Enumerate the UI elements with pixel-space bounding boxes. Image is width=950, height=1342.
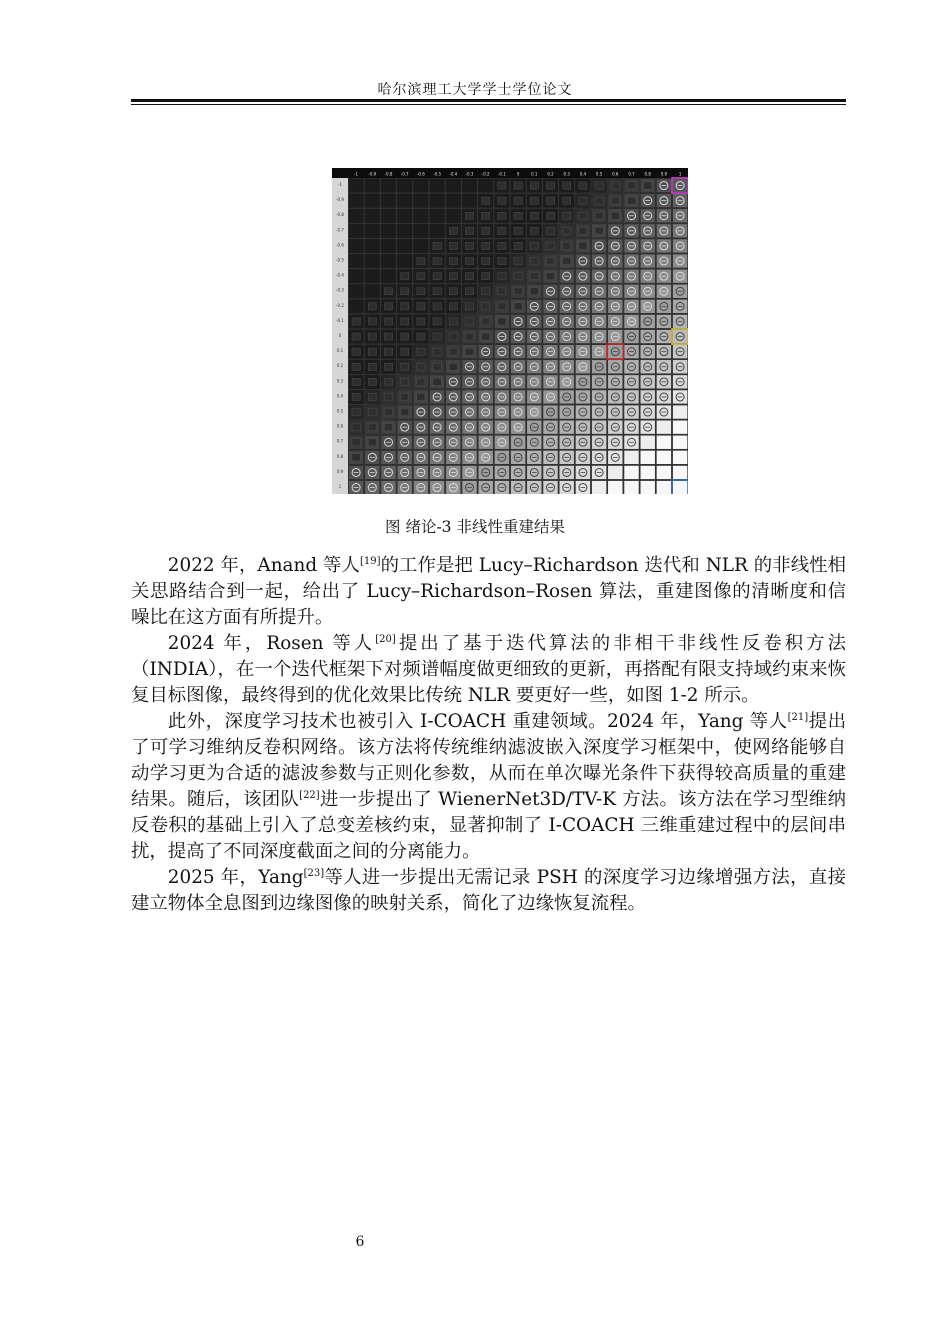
grid-cell	[673, 466, 688, 480]
grid-cell	[446, 194, 461, 208]
cell-object-faint	[498, 212, 506, 219]
grid-cell	[673, 420, 688, 434]
paragraph	[131, 865, 846, 917]
cell-object-faint	[449, 258, 457, 265]
grid-cell	[656, 481, 671, 494]
grid-cell	[349, 209, 364, 223]
cell-object-faint	[401, 318, 409, 325]
cell-object-faint	[368, 378, 376, 385]
cell-object-faint	[482, 242, 490, 249]
cell-object-faint	[498, 318, 506, 325]
grid-cell	[640, 481, 655, 494]
row-label: 1	[338, 484, 342, 489]
grid-cell	[592, 481, 607, 494]
row-label: 0.8	[336, 453, 344, 459]
cell-object-faint	[595, 182, 603, 189]
cell-object-faint	[530, 182, 538, 189]
cell-object-faint	[384, 303, 392, 310]
cell-object-faint	[482, 318, 490, 325]
cell-object-faint	[352, 424, 360, 431]
cell-object-faint	[449, 242, 457, 249]
column-label: -0.3	[465, 171, 474, 177]
cell-object-faint	[384, 333, 392, 340]
column-label: -0.2	[481, 171, 490, 177]
grid-cell	[413, 239, 428, 253]
cell-object-faint	[352, 409, 360, 416]
cell-object-faint	[401, 393, 409, 400]
row-label: 0.6	[336, 423, 344, 429]
grid-cell	[349, 254, 364, 268]
cell-object-faint	[563, 212, 571, 219]
cell-object-faint	[352, 348, 360, 355]
cell-object-faint	[546, 182, 554, 189]
cell-object-faint	[546, 197, 554, 204]
grid-cell	[673, 481, 688, 494]
cell-object-faint	[368, 409, 376, 416]
grid-cell	[365, 269, 380, 283]
cell-object-faint	[417, 363, 425, 370]
paragraph-text: 2024 年，Rosen 等人	[167, 633, 376, 654]
cell-object-faint	[465, 333, 473, 340]
row-label: 0.1	[336, 348, 344, 354]
grid-cell	[624, 466, 639, 480]
grid-cell	[430, 209, 445, 223]
column-label: -0.1	[497, 171, 506, 177]
cell-object-faint	[368, 393, 376, 400]
cell-object-faint	[384, 318, 392, 325]
cell-object-faint	[433, 273, 441, 280]
column-label: -0.6	[416, 171, 425, 177]
cell-object-faint	[530, 212, 538, 219]
citation-ref: [20]	[375, 634, 396, 645]
column-label: -0.8	[384, 171, 393, 177]
row-label: -0.1	[336, 317, 344, 323]
paragraph-text: 提出了可学习维纳反卷积网络。该方法将传统维纳滤波嵌入深度学习框架中，使网络能够自动学习更为合适的滤波参数与正则化参数，从而在单次曝光条件下获得较高质量的重建结果。随后，该团队	[131, 711, 846, 810]
cell-object-faint	[465, 227, 473, 234]
cell-object-faint	[465, 258, 473, 265]
cell-object-faint	[417, 288, 425, 295]
cell-object-faint	[546, 242, 554, 249]
cell-object-faint	[530, 273, 538, 280]
cell-object-faint	[449, 273, 457, 280]
grid-cell	[673, 435, 688, 449]
cell-object-faint	[514, 242, 522, 249]
grid-cell	[365, 209, 380, 223]
row-label: -0.4	[336, 272, 344, 278]
paragraph-text: 进一步提出了 WienerNet3D/TV-K 方法。该方法在学习型维纳反卷积的基础上引入了总变差核约束，显著抑制了 I-COACH 三维重建过程中的层间串扰，提高了不同深度截面之间的分离能力。	[131, 789, 846, 862]
paragraph	[131, 553, 846, 631]
cell-object-faint	[384, 288, 392, 295]
grid-cell	[381, 239, 396, 253]
cell-object-faint	[433, 333, 441, 340]
grid-cell	[349, 224, 364, 238]
grid-cell	[640, 435, 655, 449]
grid-cell	[413, 179, 428, 193]
cell-object-faint	[595, 212, 603, 219]
paragraph-text: 的工作是把 Lucy–Richardson 迭代和 NLR 的非线性相关思路结合到一起，给出了 Lucy–Richardson–Rosen 算法，重建图像的清晰度和信噪比在这方面有所提升。	[131, 555, 847, 628]
cell-object-faint	[498, 197, 506, 204]
header-rule-thin	[131, 104, 846, 105]
column-label: 0.7	[628, 171, 635, 177]
cell-object-faint	[352, 333, 360, 340]
cell-object-faint	[465, 273, 473, 280]
column-label: -0.4	[449, 171, 458, 177]
cell-object-faint	[579, 182, 587, 189]
cell-object-faint	[595, 197, 603, 204]
cell-object-faint	[352, 363, 360, 370]
row-label: -0.9	[336, 197, 344, 203]
cell-object-faint	[611, 197, 619, 204]
cell-object-faint	[514, 303, 522, 310]
column-label: -0.5	[433, 171, 442, 177]
paragraph-text: 提出了基于迭代算法的非相干非线性反卷积方法（INDIA），在一个迭代框架下对频谱幅度做更细致的更新，再搭配有限支持域约束来恢复目标图像，最终得到的优化效果比传统 NLR 要更好一些，如图 1-2 所示。	[131, 633, 846, 706]
cell-object-faint	[401, 273, 409, 280]
cell-object-faint	[384, 348, 392, 355]
grid-cell	[381, 224, 396, 238]
column-label: 0.1	[531, 171, 538, 177]
grid-cell	[397, 179, 412, 193]
cell-object-faint	[465, 348, 473, 355]
cell-object-faint	[514, 212, 522, 219]
page-number: 6	[355, 1234, 365, 1250]
cell-object-faint	[530, 288, 538, 295]
row-label: -0.5	[336, 257, 344, 263]
row-label: 0.4	[336, 393, 344, 399]
paragraph-text: 等人进一步提出无需记录 PSH 的深度学习边缘增强方法，直接建立物体全息图到边缘图像的映射关系，简化了边缘恢复流程。	[131, 867, 846, 914]
cell-object-faint	[514, 258, 522, 265]
cell-object-faint	[514, 273, 522, 280]
row-label: 0.9	[336, 468, 344, 474]
reconstruction-grid-figure	[332, 168, 688, 494]
grid-cell	[349, 284, 364, 298]
grid-cell	[397, 209, 412, 223]
cell-object-faint	[563, 182, 571, 189]
cell-object-faint	[563, 197, 571, 204]
cell-object-faint	[384, 393, 392, 400]
row-label: 0	[338, 333, 342, 338]
cell-object-faint	[401, 378, 409, 385]
grid-cell	[608, 466, 623, 480]
grid-cell	[673, 450, 688, 464]
header-rule-thick	[131, 99, 846, 102]
page-header-title: 哈尔滨理工大学学士学位论文	[377, 82, 573, 98]
cell-object-faint	[546, 227, 554, 234]
cell-object-faint	[417, 333, 425, 340]
cell-object-faint	[530, 258, 538, 265]
cell-object-faint	[417, 258, 425, 265]
cell-object-faint	[498, 288, 506, 295]
paragraph-text: 此外，深度学习技术也被引入 I-COACH 重建领域。2024 年，Yang 等人	[167, 711, 788, 732]
cell-object-faint	[514, 182, 522, 189]
cell-object-faint	[401, 288, 409, 295]
cell-object-faint	[384, 424, 392, 431]
cell-object-faint	[482, 197, 490, 204]
paragraph	[131, 709, 846, 865]
cell-object-faint	[433, 288, 441, 295]
grid-cell	[608, 481, 623, 494]
grid-cell	[413, 224, 428, 238]
grid-cell	[673, 405, 688, 419]
column-label: 0.4	[579, 171, 587, 177]
cell-object-faint	[433, 318, 441, 325]
cell-object-faint	[352, 378, 360, 385]
row-label: -0.7	[336, 227, 344, 233]
cell-object-faint	[449, 227, 457, 234]
cell-object-faint	[465, 288, 473, 295]
row-label: 0.7	[336, 438, 344, 444]
cell-object-faint	[579, 197, 587, 204]
column-label: 0.2	[547, 171, 554, 177]
grid-cell	[381, 269, 396, 283]
column-label: 0.9	[660, 171, 668, 177]
cell-object-faint	[449, 333, 457, 340]
grid-cell	[397, 194, 412, 208]
grid-cell	[640, 466, 655, 480]
cell-object-faint	[482, 273, 490, 280]
cell-object-faint	[482, 303, 490, 310]
column-label: 0.3	[563, 171, 570, 177]
cell-object-faint	[449, 303, 457, 310]
paragraph-text: 2022 年，Anand 等人	[167, 555, 360, 576]
cell-object-faint	[352, 454, 360, 461]
cell-object-faint	[498, 182, 506, 189]
grid-cell	[624, 450, 639, 464]
grid-cell	[413, 209, 428, 223]
column-label: -0.7	[400, 171, 409, 177]
column-label: 0	[516, 171, 520, 177]
cell-object-faint	[368, 439, 376, 446]
column-label: 1	[678, 171, 682, 177]
grid-cell	[381, 209, 396, 223]
body-text	[131, 553, 846, 917]
cell-object-faint	[514, 288, 522, 295]
grid-cell	[381, 254, 396, 268]
cell-object-faint	[627, 197, 635, 204]
citation-ref: [19]	[359, 556, 381, 567]
grid-cell	[349, 299, 364, 313]
cell-object-faint	[433, 303, 441, 310]
grid-cell	[656, 450, 671, 464]
cell-object-faint	[417, 318, 425, 325]
cell-object-faint	[498, 258, 506, 265]
figure-caption: 图 绪论-3 非线性重建结果	[385, 518, 565, 536]
grid-cell	[656, 466, 671, 480]
grid-cell	[397, 239, 412, 253]
cell-object-faint	[465, 303, 473, 310]
cell-object-faint	[498, 227, 506, 234]
cell-object-faint	[482, 258, 490, 265]
grid-cell	[446, 209, 461, 223]
grid-cell	[349, 179, 364, 193]
cell-object-faint	[352, 318, 360, 325]
grid-cell	[349, 194, 364, 208]
cell-object-faint	[579, 227, 587, 234]
cell-object-faint	[579, 242, 587, 249]
cell-object-faint	[433, 378, 441, 385]
cell-object-faint	[530, 197, 538, 204]
grid-cell	[656, 420, 671, 434]
cell-object-faint	[563, 242, 571, 249]
cell-object-faint	[384, 409, 392, 416]
grid-cell	[381, 179, 396, 193]
citation-ref: [22]	[299, 790, 320, 801]
grid-cell	[365, 194, 380, 208]
cell-object-faint	[352, 393, 360, 400]
cell-object-faint	[417, 393, 425, 400]
grid-cell	[430, 179, 445, 193]
cell-object-faint	[482, 227, 490, 234]
cell-object-faint	[563, 227, 571, 234]
cell-object-faint	[482, 333, 490, 340]
cell-object-faint	[401, 363, 409, 370]
cell-object-faint	[401, 333, 409, 340]
cell-object-faint	[482, 212, 490, 219]
row-label: -0.6	[336, 242, 344, 248]
grid-cell	[446, 179, 461, 193]
row-label: -0.3	[336, 287, 344, 293]
row-label: 0.2	[336, 363, 344, 369]
grid-cell	[365, 254, 380, 268]
grid-cell	[430, 224, 445, 238]
cell-object-faint	[401, 409, 409, 416]
cell-object-faint	[449, 318, 457, 325]
cell-object-faint	[498, 303, 506, 310]
row-label: -1	[338, 182, 342, 187]
cell-object-faint	[433, 363, 441, 370]
cell-object-faint	[465, 242, 473, 249]
grid-cell	[640, 450, 655, 464]
cell-object-faint	[368, 363, 376, 370]
cell-object-faint	[433, 258, 441, 265]
grid-cell	[462, 194, 477, 208]
cell-object-faint	[433, 242, 441, 249]
grid-cell	[413, 194, 428, 208]
cell-object-faint	[401, 303, 409, 310]
cell-object-faint	[563, 258, 571, 265]
cell-object-faint	[465, 318, 473, 325]
cell-object-faint	[417, 273, 425, 280]
grid-cell	[365, 224, 380, 238]
grid-cell	[349, 239, 364, 253]
cell-object-faint	[417, 303, 425, 310]
cell-object-faint	[482, 288, 490, 295]
cell-object-faint	[611, 212, 619, 219]
cell-object-faint	[449, 348, 457, 355]
grid-cell	[349, 269, 364, 283]
cell-object-faint	[433, 348, 441, 355]
column-label: 0.6	[612, 171, 619, 177]
cell-object-faint	[644, 182, 652, 189]
grid-cell	[381, 194, 396, 208]
grid-cell	[397, 224, 412, 238]
cell-object-faint	[352, 439, 360, 446]
reconstruction-grid-image	[332, 168, 688, 494]
cell-object-faint	[417, 348, 425, 355]
cell-object-faint	[546, 212, 554, 219]
grid-cell	[478, 179, 493, 193]
column-label: -0.9	[368, 171, 377, 177]
cell-object-faint	[498, 242, 506, 249]
cell-object-faint	[514, 197, 522, 204]
row-label: -0.8	[336, 212, 344, 218]
grid-cell	[656, 435, 671, 449]
cell-object-faint	[530, 227, 538, 234]
row-label: 0.5	[336, 408, 344, 414]
cell-object-faint	[449, 288, 457, 295]
column-label: 0.8	[644, 171, 651, 177]
cell-object-faint	[384, 378, 392, 385]
cell-object-faint	[595, 227, 603, 234]
cell-object-faint	[498, 273, 506, 280]
cell-object-faint	[579, 212, 587, 219]
cell-object-faint	[417, 378, 425, 385]
cell-object-faint	[401, 348, 409, 355]
paragraph	[131, 631, 846, 709]
column-label: -1	[354, 171, 359, 177]
grid-cell	[365, 239, 380, 253]
grid-cell	[430, 194, 445, 208]
grid-cell	[365, 284, 380, 298]
cell-object-faint	[611, 182, 619, 189]
cell-object-faint	[368, 424, 376, 431]
cell-object-faint	[514, 227, 522, 234]
paragraph-text: 2025 年，Yang	[167, 867, 304, 888]
cell-object-faint	[546, 273, 554, 280]
cell-object-faint	[465, 212, 473, 219]
column-label: 0.5	[595, 171, 603, 177]
row-label: -0.2	[336, 302, 344, 308]
cell-object-faint	[546, 258, 554, 265]
cell-object-faint	[384, 363, 392, 370]
citation-ref: [21]	[787, 712, 809, 723]
grid-cell	[624, 481, 639, 494]
cell-object-faint	[368, 333, 376, 340]
cell-object-faint	[530, 242, 538, 249]
grid-cell	[397, 254, 412, 268]
cell-object-faint	[368, 303, 376, 310]
row-label: 0.3	[336, 378, 344, 384]
cell-object-faint	[368, 318, 376, 325]
grid-cell	[365, 179, 380, 193]
cell-object-faint	[627, 182, 635, 189]
cell-object-faint	[449, 363, 457, 370]
grid-cell	[462, 179, 477, 193]
cell-object-faint	[368, 348, 376, 355]
citation-ref: [23]	[303, 868, 325, 879]
